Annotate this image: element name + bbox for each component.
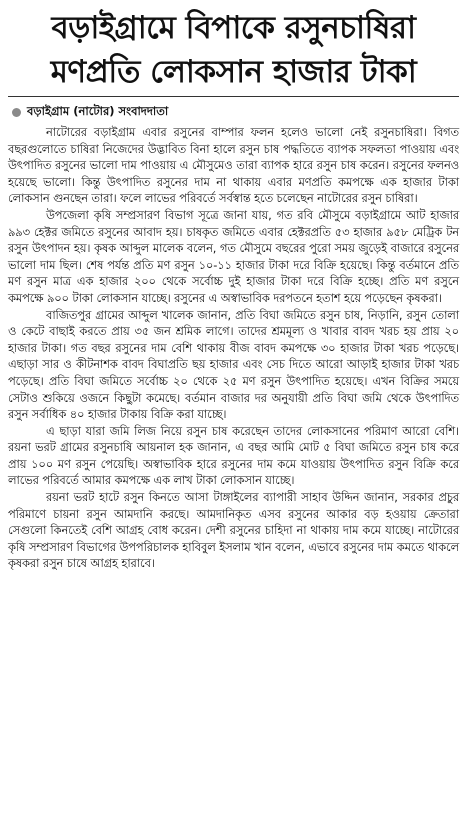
byline: [12, 103, 459, 122]
paragraph: বাজিতপুর গ্রামের আব্দুল খালেক জানান, প্রতি বিঘা জমিতে রসুন চাষ, নিড়ানি, রসুন তোলা ও কেটে বাছাই করতে প্রায় ৩৫ জন শ্রমিক লাগে। তাদের শ্রমমূল্য ও খাবার বাবদ খরচ হয় প্রায় ২০ হাজার টাকা। গত বছর রসুনের দাম বেশি থাকায় বীজ বাবদ কমপক্ষে ৩০ হাজার টাকা খরচ পড়েছে। এছাড়া সার ও কীটনাশক বাবদ বিঘাপ্রতি ছয় হাজার এবং সেচ দিতে আরো আড়াই হাজার টাকা খরচ পড়েছে। প্রতি বিঘা জমিতে সর্বোচ্চ ২০ থেকে ২৫ মণ রসুন উৎপাদিত হয়েছে। এখন বিক্রির সময়ে সেটাও শুকিয়ে ওজনে কিছুটা কমেছে। বর্তমান বাজার দর অনুযায়ী প্রতি বিঘা জমি থেকে উৎপাদিত রসুন সর্বাধিক ৪০ হাজার টাকায় বিক্রি করা যাচ্ছে।: [8, 307, 459, 422]
paragraph: এ ছাড়া যারা জমি লিজ নিয়ে রসুন চাষ করেছেন তাদের লোকসানের পরিমাণ আরো বেশি। রয়না ভরট গ্রামের রসুনচাষি আয়নাল হক জানান, এ বছর আমি মোট ৫ বিঘা জমিতে রসুন চাষ করে প্রায় ১০০ মণ রসুন পেয়েছি। অস্বাভাবিক হারে রসুনের দাম কমে যাওয়ায় উৎপাদিত রসুন বিক্রি করে লাভের পরিবর্তে আমার কমপক্ষে এক লাখ টাকা লোকসান যাচ্ছে।: [8, 423, 459, 488]
headline-divider: [8, 96, 459, 97]
paragraph: নাটোরের বড়াইগ্রাম এবার রসুনের বাম্পার ফলন হলেও ভালো নেই রসুনচাষিরা। বিগত বছরগুলোতে চাষিরা নিজেদের উদ্ভাবিত বিনা হালে রসুন চাষ পদ্ধতিতে ব্যাপক সফলতা পাওয়ায় এবং উৎপাদিত রসুনের ভালো দাম পাওয়ায় এ মৌসুমেও তারা ব্যাপক হারে রসুন চাষ করেন। রসুনের ফলনও হয়েছে ভালো। কিন্তু উৎপাদিত রসুনের দাম না থাকায় এবার মণপ্রতি কমপক্ষে এক হাজার টাকা লোকসান গুনছেন তারা। ফলে লাভের পরিবর্তে সর্বস্বান্ত হতে চলেছেন নাটোরের রসুন চাষিরা।: [8, 125, 459, 206]
headline-line-1: বড়াইগ্রামে বিপাকে রসুনচাষিরা: [51, 10, 416, 46]
article-body: [8, 124, 459, 572]
bullet-icon: [12, 108, 21, 117]
headline-line-2: মণপ্রতি লোকসান হাজার টাকা: [50, 54, 417, 90]
headline: [8, 6, 459, 94]
paragraph: উপজেলা কৃষি সম্প্রসারণ বিভাগ সূত্রে জানা যায়, গত রবি মৌসুমে বড়াইগ্রামে আট হাজার ৯৯৩ হেক্টর জমিতে রসুনের আবাদ হয়। চাষকৃত জমিতে এবার হেক্টরপ্রতি ৫৩ হাজার ৯৫৮ মেট্রিক টন রসুন উৎপাদন হয়। কৃষক আব্দুল মালেক বলেন, গত মৌসুমে বছরের পুরো সময় জুড়েই বাজারে রসুনের ভালো দাম ছিল। শেষ পর্যন্ত প্রতি মণ রসুন ১০-১১ হাজার টাকা দরে বিক্রি হয়েছে। কিন্তু বর্তমানে প্রতি মণ রসুন মাত্র এক হাজার ২০০ থেকে সর্বোচ্চ দুই হাজার টাকা দরে বিক্রি হচ্ছে। প্রতি মণ রসুনে কমপক্ষে ৯০০ টাকা লোকসান যাচ্ছে। রসুনের এ অস্বাভাবিক দরপতনে হতাশ হয়ে পড়েছেন কৃষকরা।: [8, 207, 459, 305]
byline-text: বড়াইগ্রাম (নাটোর) সংবাদদাতা: [27, 104, 169, 118]
paragraph: রয়না ভরট হাটে রসুন কিনতে আসা টাঙ্গাইলের ব্যাপারী সাহাব উদ্দিন জানান, সরকার প্রচুর পরিমাণে চায়না রসুন আমদানি করছে। আমদানিকৃত এসব রসুনের আকার বড় হওয়ায় ক্রেতারা সেগুলো কিনতেই বেশি আগ্রহ বোধ করেন। দেশী রসুনের চাহিদা না থাকায় দাম কমে যাচ্ছে। নাটোরের কৃষি সম্প্রসারণ বিভাগের উপপরিচালক হাবিবুল ইসলাম খান বলেন, এভাবে রসুনের দাম কমতে থাকলে কৃষকরা রসুন চাষে আগ্রহ হারাবে।: [8, 490, 459, 571]
